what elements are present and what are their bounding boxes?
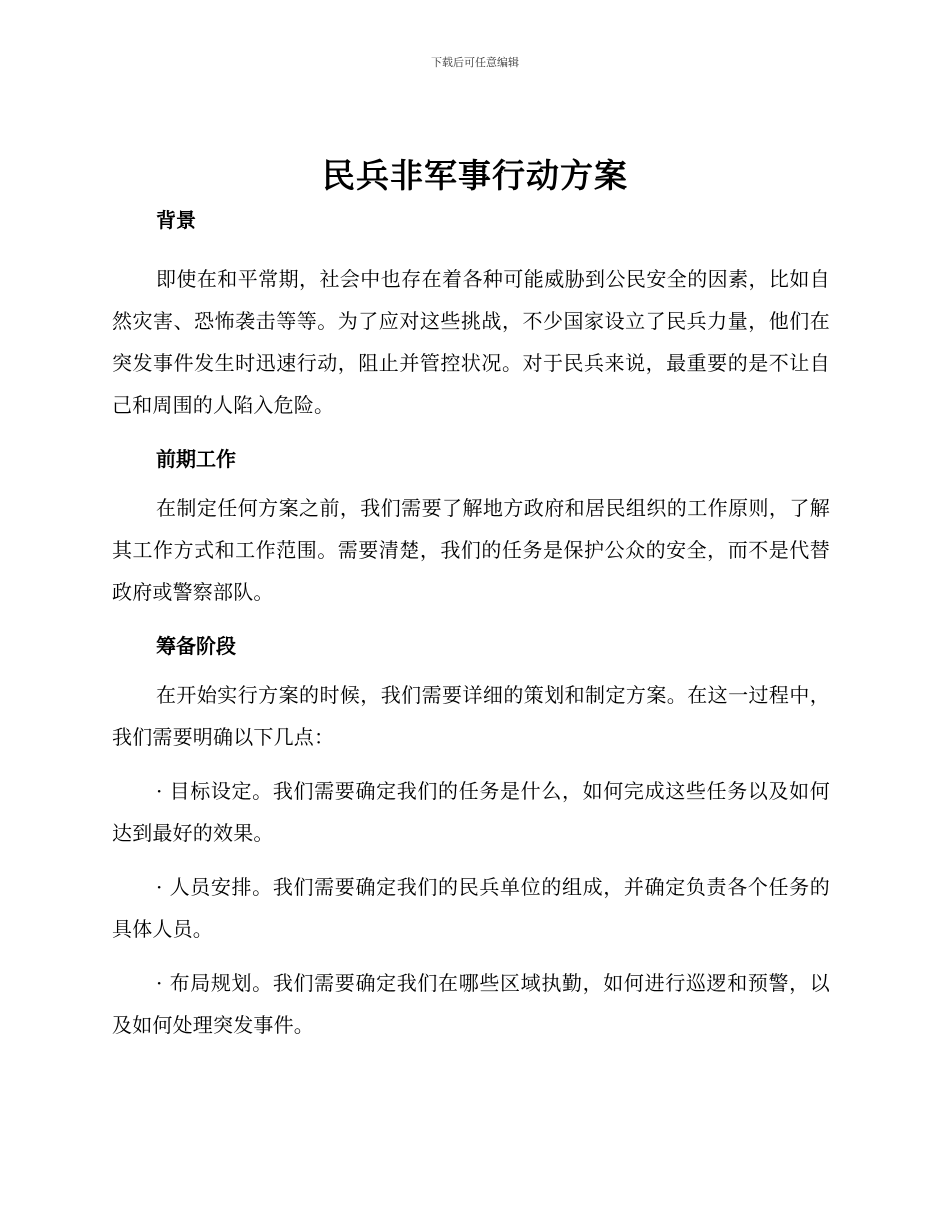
paragraph-planning-intro: 在开始实行方案的时候，我们需要详细的策划和制定方案。在这一过程中，我们需要明确以下几点： [112, 683, 830, 749]
paragraph-background: 即使在和平常期，社会中也存在着各种可能威胁到公民安全的因素，比如自然灾害、恐怖袭击等等。为了应对这些挑战，不少国家设立了民兵力量，他们在突发事件发生时迅速行动，阻止并管控状况。对于民兵来说，最重要的是不让自己和周围的人陷入危险。 [112, 267, 830, 417]
list-item-goal-setting: · 目标设定。我们需要确定我们的任务是什么，如何完成这些任务以及如何达到最好的效果。 [112, 779, 830, 845]
document-body [112, 204, 830, 1046]
section-heading-planning-stage: 筹备阶段 [156, 634, 236, 658]
paragraph-preparation: 在制定任何方案之前，我们需要了解地方政府和居民组织的工作原则，了解其工作方式和工作范围。需要清楚，我们的任务是保护公众的安全，而不是代替政府或警察部队。 [112, 496, 830, 604]
list-item-layout-planning: · 布局规划。我们需要确定我们在哪些区域执勤，如何进行巡逻和预警，以及如何处理突发事件。 [112, 971, 830, 1037]
document-title: 民兵非军事行动方案 [322, 156, 628, 195]
section-heading-background: 背景 [156, 208, 196, 232]
header-note: 下载后可任意编辑 [431, 56, 519, 69]
section-heading-preparation: 前期工作 [156, 447, 236, 471]
list-item-staffing: · 人员安排。我们需要确定我们的民兵单位的组成，并确定负责各个任务的具体人员。 [112, 875, 830, 941]
